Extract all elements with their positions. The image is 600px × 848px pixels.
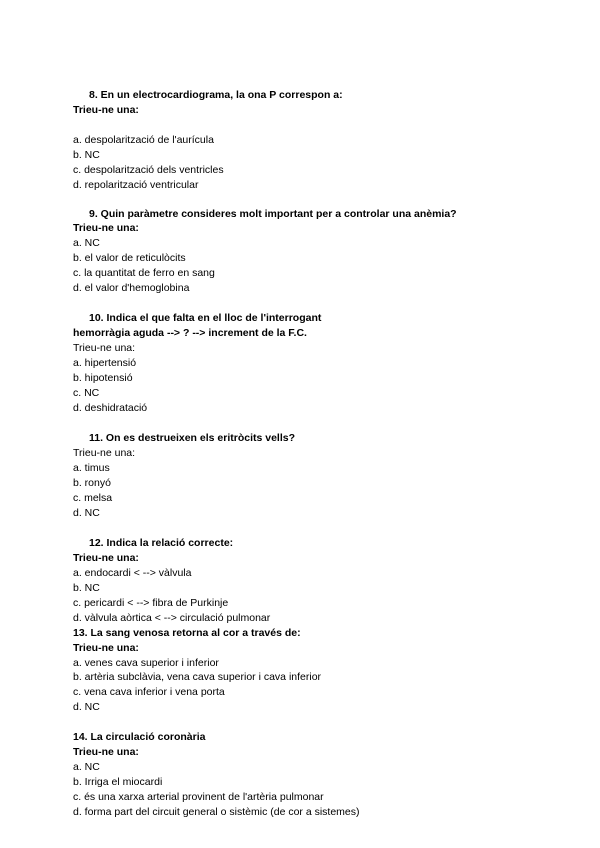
question-prompt: Trieu-ne una: xyxy=(73,222,139,234)
question-title: 10. Indica el que falta en el lloc de l'interrogant xyxy=(89,312,322,324)
option-a[interactable]: a. timus xyxy=(73,462,110,474)
option-d[interactable]: d. NC xyxy=(73,507,100,519)
option-b[interactable]: b. NC xyxy=(73,582,100,594)
option-c[interactable]: c. la quantitat de ferro en sang xyxy=(73,267,215,279)
option-a[interactable]: a. NC xyxy=(73,237,100,249)
option-b[interactable]: b. artèria subclàvia, vena cava superior i cava inferior xyxy=(73,671,322,683)
question-prompt: Trieu-ne una: xyxy=(73,552,139,564)
option-d[interactable]: d. el valor d'hemoglobina xyxy=(73,282,190,294)
question-title: 8. En un electrocardiograma, la ona P correspon a: xyxy=(89,89,343,101)
option-d[interactable]: d. deshidratació xyxy=(73,402,148,414)
option-c[interactable]: c. melsa xyxy=(73,492,113,504)
question-title: 9. Quin paràmetre consideres molt important per a controlar una anèmia? xyxy=(89,208,457,220)
option-b[interactable]: b. NC xyxy=(73,149,100,161)
option-b[interactable]: b. ronyó xyxy=(73,477,111,489)
option-b[interactable]: b. el valor de reticulòcits xyxy=(73,252,186,264)
option-c[interactable]: c. NC xyxy=(73,387,100,399)
option-b[interactable]: b. Irriga el miocardi xyxy=(73,776,163,788)
question-prompt: Trieu-ne una: xyxy=(73,447,136,459)
option-c[interactable]: c. és una xarxa arterial provinent de l'artèria pulmonar xyxy=(73,791,324,803)
option-b[interactable]: b. hipotensió xyxy=(73,372,133,384)
option-a[interactable]: a. endocardi < --> vàlvula xyxy=(73,567,192,579)
option-c[interactable]: c. vena cava inferior i vena porta xyxy=(73,686,225,698)
option-d[interactable]: d. NC xyxy=(73,701,100,713)
question-prompt: Trieu-ne una: xyxy=(73,642,139,654)
option-a[interactable]: a. despolarització de l'aurícula xyxy=(73,134,214,146)
option-d[interactable]: d. forma part del circuit general o sistèmic (de cor a sistemes) xyxy=(73,806,360,818)
option-c[interactable]: c. pericardi < --> fibra de Purkinje xyxy=(73,597,229,609)
question-prompt: Trieu-ne una: xyxy=(73,104,139,116)
option-d[interactable]: d. repolarització ventricular xyxy=(73,179,199,191)
question-title: 13. La sang venosa retorna al cor a través de: xyxy=(73,627,301,639)
question-prompt: Trieu-ne una: xyxy=(73,342,136,354)
question-title-line-2: hemorràgia aguda --> ? --> increment de la F.C. xyxy=(73,327,307,339)
option-a[interactable]: a. venes cava superior i inferior xyxy=(73,657,219,669)
option-a[interactable]: a. hipertensió xyxy=(73,357,137,369)
option-a[interactable]: a. NC xyxy=(73,761,100,773)
question-title: 14. La circulació coronària xyxy=(73,731,206,743)
question-prompt: Trieu-ne una: xyxy=(73,746,139,758)
question-title: 12. Indica la relació correcte: xyxy=(89,537,234,549)
question-title: 11. On es destrueixen els eritròcits vells? xyxy=(89,432,296,444)
option-c[interactable]: c. despolarització dels ventricles xyxy=(73,164,224,176)
option-d[interactable]: d. vàlvula aòrtica < --> circulació pulmonar xyxy=(73,612,271,624)
